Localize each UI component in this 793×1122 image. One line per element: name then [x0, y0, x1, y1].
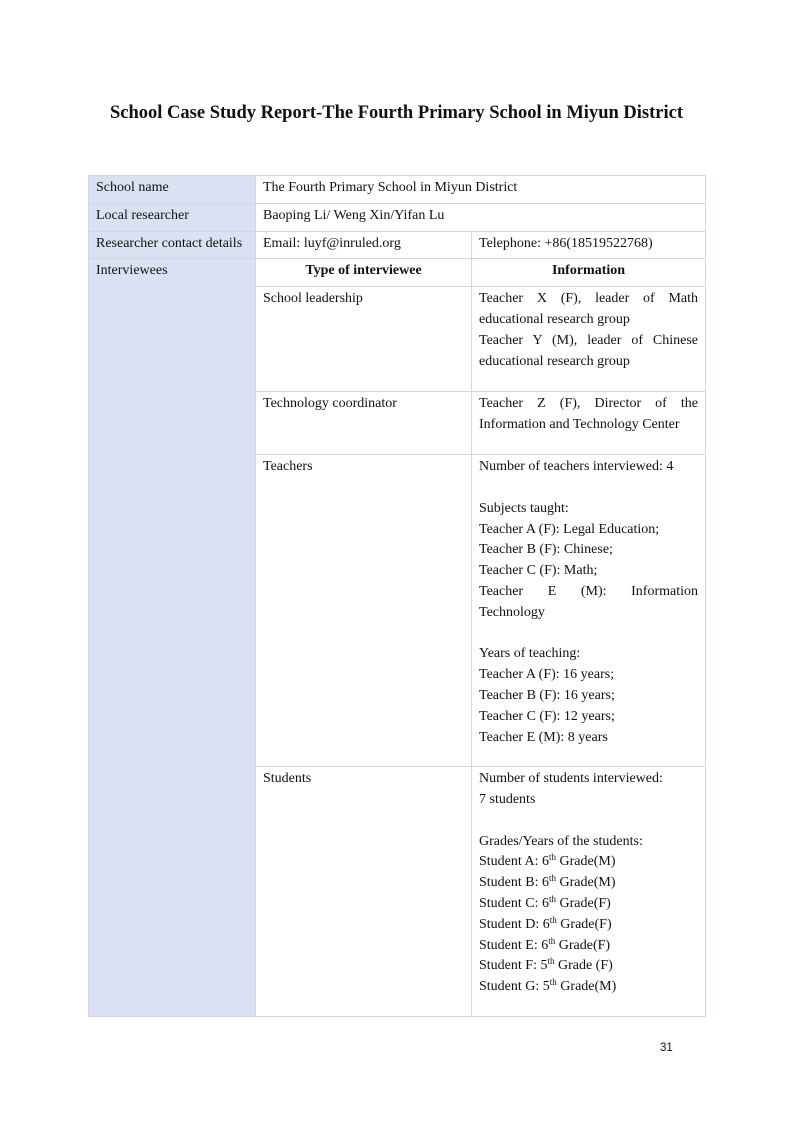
contact-label: Researcher contact details	[89, 231, 256, 259]
leadership-type: School leadership	[256, 287, 472, 392]
subject-item: Teacher A (F): Legal Education;	[479, 521, 660, 537]
years-item: Teacher E (M): 8 years	[479, 729, 608, 745]
leadership-info	[472, 287, 706, 392]
school-name-row	[89, 176, 706, 204]
school-name-label: School name	[89, 176, 256, 204]
local-researcher-value: Baoping Li/ Weng Xin/Yifan Lu	[256, 203, 706, 231]
tech-coordinator-type: Technology coordinator	[256, 392, 472, 455]
student-item: Student G: 5th Grade(M)	[479, 977, 617, 995]
student-item: Student C: 6th Grade(F)	[479, 893, 611, 911]
grades-heading: Grades/Years of the students:	[479, 833, 643, 849]
tech-coordinator-info	[472, 392, 706, 455]
student-item: Student D: 6th Grade(F)	[479, 914, 612, 932]
report-title: School Case Study Report-The Fourth Primary School in Miyun District	[110, 103, 683, 123]
contact-telephone: Telephone: +86(18519522768)	[472, 231, 706, 259]
years-heading: Years of teaching:	[479, 646, 581, 662]
tech-coordinator-line: Teacher Z (F), Director of the Information and Technology Center	[479, 396, 699, 432]
student-item: Student F: 5th Grade (F)	[479, 956, 613, 974]
students-count-line: Number of students interviewed:	[479, 771, 663, 787]
students-count-value: 7 students	[479, 791, 536, 807]
school-name-value: The Fourth Primary School in Miyun District	[256, 176, 706, 204]
teachers-info	[472, 455, 706, 767]
subjects-heading: Subjects taught:	[479, 500, 569, 516]
local-researcher-row	[89, 203, 706, 231]
information-header: Information	[472, 259, 706, 287]
local-researcher-label: Local researcher	[89, 203, 256, 231]
teachers-type: Teachers	[256, 455, 472, 767]
teachers-count: Number of teachers interviewed: 4	[479, 459, 674, 475]
leadership-line: Teacher X (F), leader of Math educational research group	[479, 291, 699, 327]
case-study-table	[88, 175, 706, 1017]
years-item: Teacher C (F): 12 years;	[479, 708, 615, 724]
years-item: Teacher A (F): 16 years;	[479, 667, 615, 683]
contact-row	[89, 231, 706, 259]
subject-item: Teacher C (F): Math;	[479, 563, 598, 579]
page-number: 31	[660, 1042, 673, 1054]
years-item: Teacher B (F): 16 years;	[479, 687, 615, 703]
students-type: Students	[256, 767, 472, 1017]
subject-item: Teacher B (F): Chinese;	[479, 542, 613, 558]
subject-item: Teacher E (M): Information Technology	[479, 583, 699, 620]
student-item: Student B: 6th Grade(M)	[479, 873, 616, 891]
leadership-line: Teacher Y (M), leader of Chinese educational research group	[479, 332, 699, 369]
student-item: Student A: 6th Grade(M)	[479, 852, 616, 870]
type-of-interviewee-header: Type of interviewee	[256, 259, 472, 287]
interviewees-header-row	[89, 259, 706, 287]
students-info	[472, 767, 706, 1017]
interviewees-label: Interviewees	[89, 259, 256, 1017]
contact-email: Email: luyf@inruled.org	[256, 231, 472, 259]
student-item: Student E: 6th Grade(F)	[479, 935, 611, 953]
